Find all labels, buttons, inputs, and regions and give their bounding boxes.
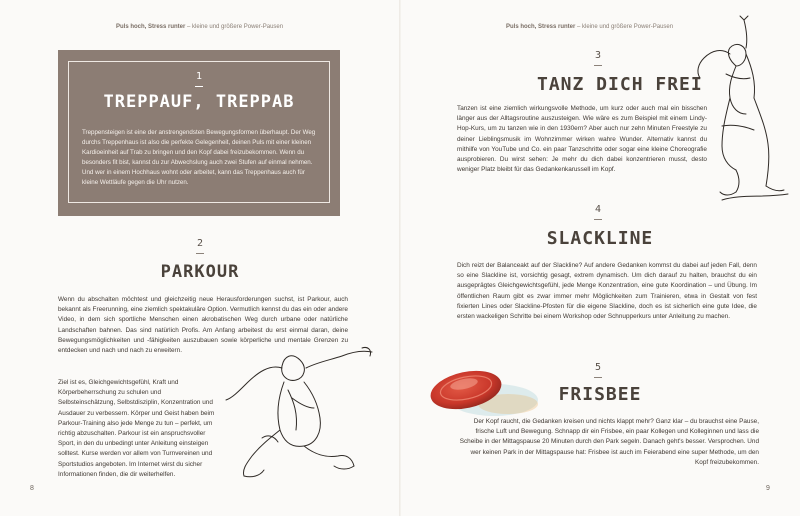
section-1-number: 1 [195, 71, 203, 82]
section-4-text: Dich reizt der Balanceakt auf der Slackline? Auf andere Gedanken kommst du dabei auf jeden Fall, denn so eine Slackline ist, vorsichtig gesagt, extrem dynamisch. Um dich darauf zu halten, brauchst du ein ausgeprägtes Gleichgewichtsgefühl, jede Menge Konzentration, eine gute Koordination – und Übung. Im öffentlichen Raum gibt es zwar immer mehr Möglichkeiten zum Trainieren, etwa in Gestalt von fest fixierten Lines oder Slackline-Pfosten für die eigene Slackline, doch es ist sicherlich eine gute Idee, die ersten wackeligen Schritte bei einem Workshop oder Schnupperkurs unter Anleitung zu machen. [457, 262, 757, 321]
section-3-number: 3 [594, 50, 602, 61]
section-5-title: FRISBEE [558, 384, 642, 405]
page-number-right: 9 [766, 485, 770, 492]
running-header-right: Puls hoch, Stress runter – kleine und größere Power-Pausen [506, 24, 674, 30]
section-5-number: 5 [594, 362, 602, 373]
section-1-frame [68, 61, 330, 203]
page-number-left: 8 [30, 485, 34, 492]
section-3-text: Tanzen ist eine ziemlich wirkungsvolle Methode, um kurz oder auch mal ein bisschen länger aus der Alltagsroutine auszusteigen. Wie wäre es zum Beispiel mit einem Lindy-Hop-Kurs, um zu tanzen wie in den 1930ern? Aber auch nur zehn Minuten Freestyle zu deiner Lieblingsmusik im Wohnzimmer wirken wahre Wunder. Alternativ kannst du mithilfe von YouTube und Co. ein paar Tanzschritte oder sogar eine kleine Choreografie ausprobieren. Du wirst sehen: Je mehr du dich dabei konzentrieren musst, desto weniger Platz bleibt für das Gedankenkarussell im Kopf. [457, 105, 707, 174]
section-1-text: Treppensteigen ist eine der anstrengendsten Bewegungsformen überhaupt. Der Weg durchs Treppenhaus ist also die perfekte Gelegenheit, deinen Puls mit einer kleinen Kardioeinheit auf Trab zu bringen und den Kopf dabei freizubekommen. Wenn du besonders fit bist, kannst du zur Abwechslung auch zwei Stufen auf einmal nehmen. Und wer in einem Hochhaus wohnt oder arbeitet, kann das Treppenhaus auch für kleine Wettläufe gegen die Uhr nutzen. [82, 129, 316, 186]
section-1-title: TREPPAUF, TREPPAB [103, 92, 295, 112]
section-2-para-1: Wenn du abschalten möchtest und gleichzeitig neue Herausforderungen suchst, ist Parkour, auch bekannt als Freerunning, eine ziemlich spektakuläre Option. Vermutlich kennst du das ein oder andere Video, in dem sich sportliche Menschen einen akrobatischen Weg durch urbane oder natürliche Landschaften bahnen. Das sind natürlich Profis. Am Anfang arbeitest du erst einmal daran, deine Bewegungsmöglichkeiten und -fähigkeiten auszubauen sowie körperliche und mentale Grenzen zu entdecken und nach und nach zu erweitern. [58, 296, 348, 355]
section-5-number-rule [594, 377, 602, 378]
section-4-title: SLACKLINE [546, 228, 654, 249]
section-2-number: 2 [196, 238, 204, 249]
parkour-jumper-illustration [222, 338, 382, 488]
section-4-number-rule [594, 219, 602, 220]
section-5-text: Der Kopf raucht, die Gedanken kreisen und nichts klappt mehr? Ganz klar – du brauchst eine Pause, frische Luft und Bewegung. Schnapp dir ein Frisbee, ein paar Kollegen und Kolleginnen und lass die Scheibe in der Mittagspause 20 Minuten durch den Park segeln. Danach geht's besser. Versprochen. Und wer keinen Park in der Mittagspause hat: Frisbee ist auch im Feierabend eine super Methode, um den Kopf freizubekommen. [459, 418, 759, 466]
section-2-para-2: Ziel ist es, Gleichgewichtsgefühl, Kraft und Körperbeherrschung zu schulen und Selbsteinschätzung, Selbstdisziplin, Konzentration und Ausdauer zu verbessern. Körper und Geist haben beim Parkour-Training also jede Menge zu tun – perfekt, um richtig abzuschalten. Parkour ist ein anspruchsvoller Sport, in den du unbedingt unter Anleitung einsteigen solltest. Kurse werden vor allem von Turnvereinen und Sportstudios angeboten. Im Internet wirst du sicher Informationen finden, die dir weiterhelfen. [58, 379, 215, 478]
section-3-title: TANZ DICH FREI [537, 74, 703, 95]
right-page [400, 0, 800, 516]
section-2-title: PARKOUR [160, 262, 240, 282]
section-2-number-rule [196, 253, 204, 254]
section-4-number: 4 [594, 204, 602, 215]
running-header-left: Puls hoch, Stress runter – kleine und größere Power-Pausen [116, 24, 284, 30]
section-3-number-rule [594, 65, 602, 66]
dancer-illustration [692, 14, 792, 204]
